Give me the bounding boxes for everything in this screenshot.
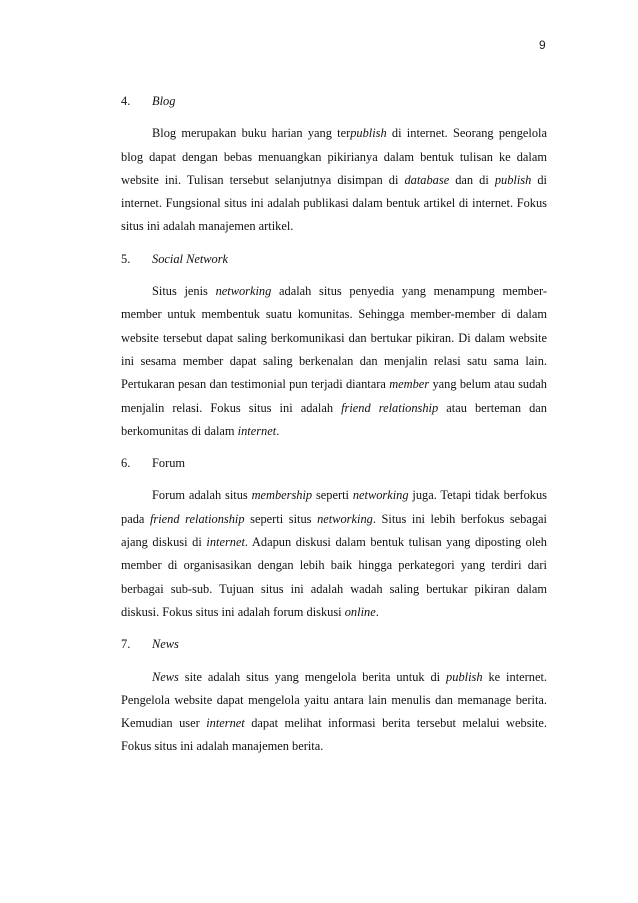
italic-term: internet <box>237 423 277 438</box>
italic-term: internet <box>206 716 245 731</box>
text-run: Blog merupakan buku harian yang ter <box>152 126 351 141</box>
italic-term: publish <box>350 126 387 141</box>
italic-term: networking <box>352 488 409 503</box>
italic-term: publish <box>446 669 483 684</box>
section-paragraph <box>121 484 547 624</box>
text-run: seperti situs <box>244 511 318 526</box>
text-run: yang belum atau sudah menjalin relasi. Fokus situs ini adalah <box>121 377 547 415</box>
text-run: di internet. Fungsional situs ini adalah publikasi dalam bentuk artikel di internet. Fokus situs ini adalah manajemen artikel. <box>121 172 547 234</box>
text-run: di internet. Seorang pengelola blog dapat dengan bebas menuangkan pikirianya dalam bentuk tulisan ke dalam website ini. Tulisan tersebut selanjutnya disimpan di <box>121 126 547 187</box>
section-number: 7. <box>121 637 131 652</box>
text-run: adalah situs penyedia yang menampung member-member untuk membentuk suatu komunitas. Sehingga member-member di dalam website tersebut dapat saling berkomunikasi dan bertukar pikiran. Di dalam website ini sesama member dapat saling berkenalan dan menjalin relasi satu sama lain. Pertukaran pesan dan testimonial pun terjadi diantara <box>121 284 547 392</box>
section-paragraph <box>121 122 547 238</box>
text-run: . <box>276 423 280 438</box>
text-run: seperti <box>312 488 353 503</box>
italic-term: online <box>344 604 376 619</box>
italic-term: membership <box>251 488 313 503</box>
text-run: Forum adalah situs <box>152 488 252 503</box>
section-paragraph <box>121 666 547 759</box>
text-run: juga. Tetapi tidak berfokus pada <box>121 488 547 526</box>
section-number: 4. <box>121 94 131 108</box>
page-number: 9 <box>539 38 546 52</box>
italic-term: News <box>152 669 179 684</box>
section-title: Blog <box>152 94 176 108</box>
text-run: dapat melihat informasi berita tersebut melalui website. Fokus situs ini adalah manajemen berita. <box>121 716 547 754</box>
text-run: ke internet. Pengelola website dapat mengelola yaitu antara lain menulis dan memanage berita. Kemudian user <box>121 669 547 731</box>
section-heading <box>121 452 547 475</box>
text-run: atau berteman dan berkomunitas di dalam <box>121 400 547 438</box>
document-body <box>121 90 547 768</box>
text-run: dan di <box>449 172 495 187</box>
italic-term: friend relationship <box>149 511 245 526</box>
section-heading <box>121 633 547 656</box>
text-run: site adalah situs yang mengelola berita untuk di <box>178 669 447 684</box>
section-title: News <box>152 637 179 652</box>
italic-term: internet <box>206 535 245 550</box>
italic-term: networking <box>215 284 272 299</box>
italic-term: friend relationship <box>341 400 439 415</box>
italic-term: networking <box>317 511 373 526</box>
section-number: 6. <box>121 456 131 471</box>
section-heading <box>121 248 547 271</box>
italic-term: publish <box>494 172 532 187</box>
italic-term: member <box>389 377 430 392</box>
text-run: Situs jenis <box>152 284 216 299</box>
text-run: . Adapun diskusi dalam bentuk tulisan yang diposting oleh member di organisasikan dengan lebih baik hingga perkategori yang terdiri dari berbagai sub-sub. Tujuan situs ini adalah wadah saling bertukar pikiran dalam diskusi. Fokus situs ini adalah forum diskusi <box>121 535 547 619</box>
section-paragraph <box>121 280 547 443</box>
section-title: Social Network <box>152 251 229 266</box>
section-number: 5. <box>121 251 131 266</box>
section-title: Forum <box>152 456 186 471</box>
italic-term: database <box>404 172 450 187</box>
text-run: . <box>375 604 379 619</box>
section-heading <box>121 90 547 113</box>
text-run: . Situs ini lebih berfokus sebagai ajang diskusi di <box>121 511 547 550</box>
